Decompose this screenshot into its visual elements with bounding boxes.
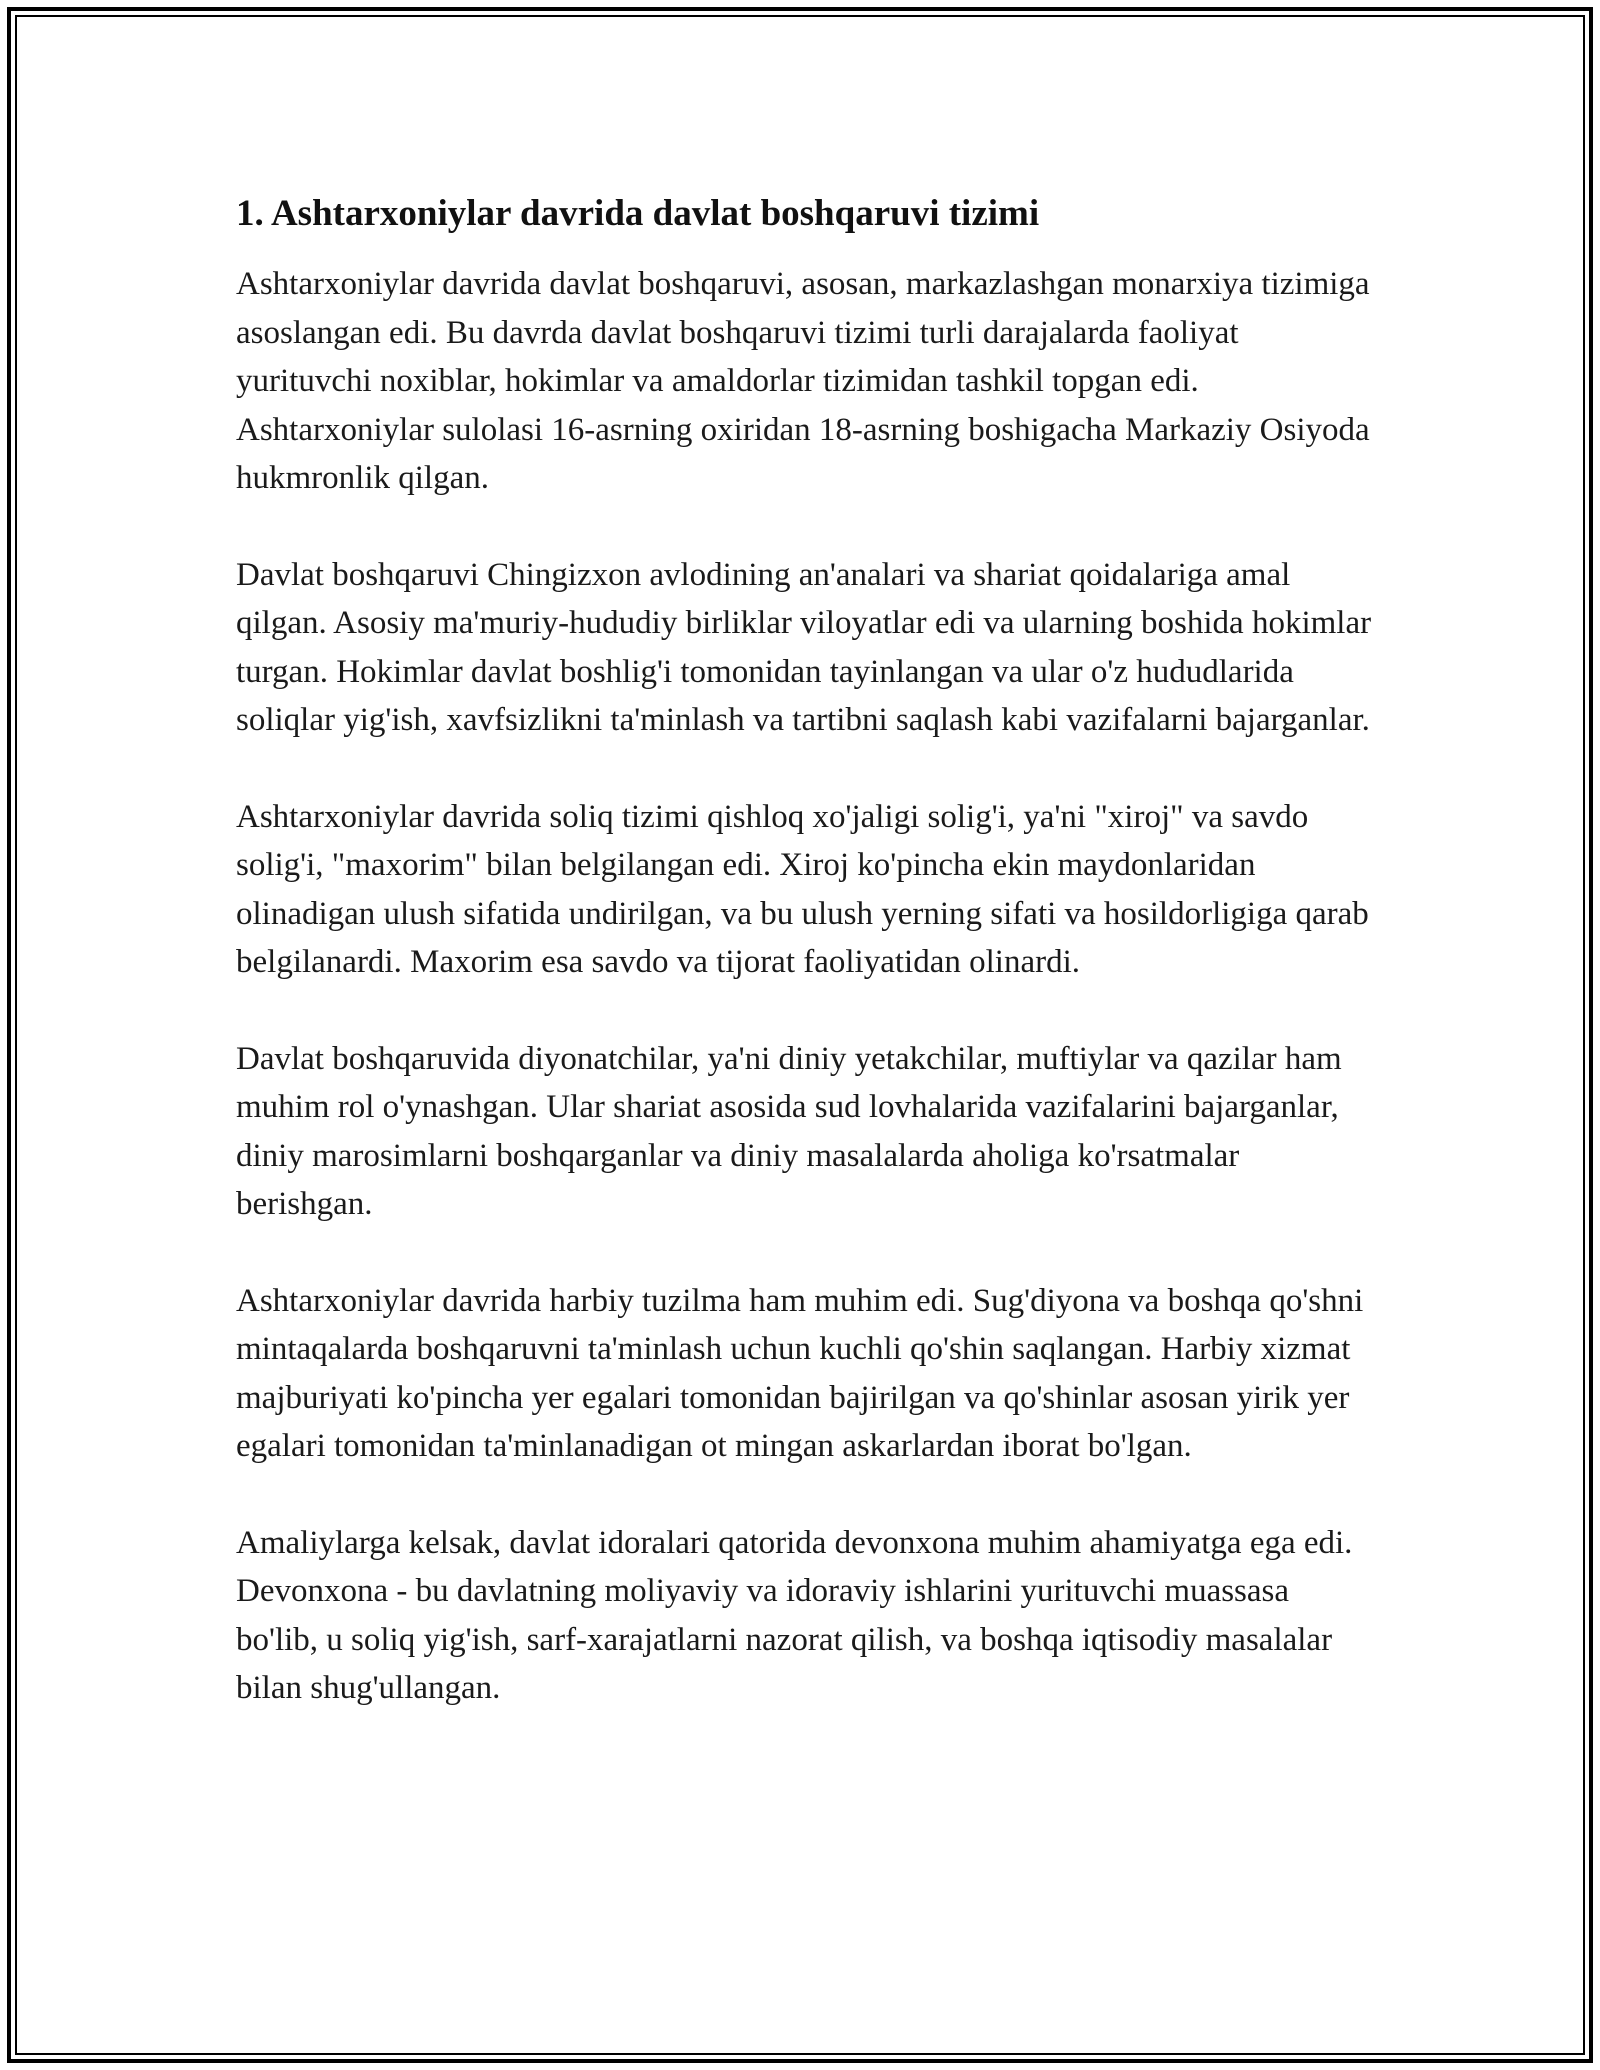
paragraph: Ashtarxoniylar davrida soliq tizimi qishloq xo'jaligi solig'i, ya'ni "xiroj" va savdo solig'i, "maxorim" bilan belgilangan edi. Xiroj ko'pincha ekin maydonlaridan olinadigan ulush sifatida undirilgan, va bu ulush yerning sifati va hosildorligiga qarab belgilanardi. Maxorim esa savdo va tijorat faoliyatidan olinardi. [236, 798, 1369, 980]
paragraph: Ashtarxoniylar davrida davlat boshqaruvi, asosan, markazlashgan monarxiya tizimiga asoslangan edi. Bu davrda davlat boshqaruvi tizimi turli darajalarda faoliyat yurituvchi noxiblar, hokimlar va amaldorlar tizimidan tashkil topgan edi. Ashtarxoniylar sulolasi 16-asrning oxiridan 18-asrning boshigacha Markaziy Osiyoda hukmronlik qilgan. [236, 266, 1370, 496]
paragraph: Ashtarxoniylar davrida harbiy tuzilma ham muhim edi. Sug'diyona va boshqa qo'shni mintaqalarda boshqaruvni ta'minlash uchun kuchli qo'shin saqlangan. Harbiy xizmat majburiyati ko'pincha yer egalari tomonidan bajirilgan va qo'shinlar asosan yirik yer egalari tomonidan ta'minlanadigan ot mingan askarlardan iborat bo'lgan. [236, 1282, 1364, 1464]
paragraph: Davlat boshqaruvi Chingizxon avlodining an'analari va shariat qoidalariga amal qilgan. Asosiy ma'muriy-hududiy birliklar viloyatlar edi va ularning boshida hokimlar turgan. Hokimlar davlat boshlig'i tomonidan tayinlangan va ular o'z hududlarida soliqlar yig'ish, xavfsizlikni ta'minlash va tartibni saqlash kabi vazifalarni bajarganlar. [236, 556, 1372, 738]
paragraph: Amaliylarga kelsak, davlat idoralari qatorida devonxona muhim ahamiyatga ega edi. Devonxona - bu davlatning moliyaviy va idoraviy ishlarini yurituvchi muassasa bo'lib, u soliq yig'ish, sarf-xarajatlarni nazorat qilish, va boshqa iqtisodiy masalalar bilan shug'ullangan. [236, 1524, 1353, 1706]
document-title: 1. Ashtarxoniylar davrida davlat boshqaruvi tizimi [236, 193, 1040, 234]
paragraph: Davlat boshqaruvida diyonatchilar, ya'ni diniy yetakchilar, muftiylar va qazilar ham muhim rol o'ynashgan. Ular shariat asosida sud lovhalarida vazifalarini bajarganlar, diniy marosimlarni boshqarganlar va diniy masalalarda aholiga ko'rsatmalar berishgan. [236, 1040, 1342, 1222]
document-body [236, 188, 1376, 1761]
